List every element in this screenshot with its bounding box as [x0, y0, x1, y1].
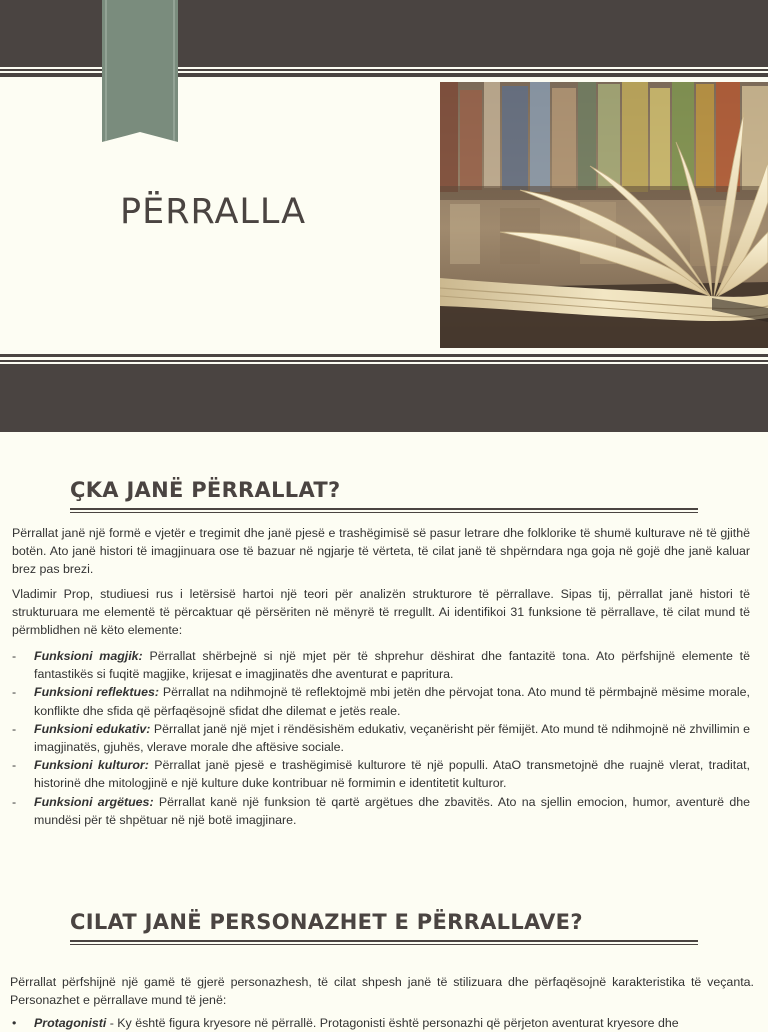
characters-paragraph: Përrallat përfshijnë një gamë të gjerë personazhesh, të cilat shpesh janë të stilizuara dhe përfaqësojnë karakteristika të veçanta. Personazhet e përrallave mund të jenë: — [10, 975, 754, 1008]
list-item-text: Përrallat shërbejnë si një mjet për të shprehur dëshirat dhe fantazitë tona. Ato përfshijnë elemente të fantastikës si fuqitë magjike, krijesat e imagjinatës dhe aventurat e papritura. — [34, 649, 750, 682]
heading-underline-top — [70, 508, 698, 510]
heading-underline-bottom — [70, 944, 698, 945]
list-item-term: Funksioni magjik: — [34, 649, 143, 663]
list-item-text: Përrallat kanë një funksion të qartë argëtues dhe zbavitës. Ato na sjellin emocion, humor, aventurë dhe mundësi për të shpëtuar në një botë imagjinare. — [34, 794, 750, 827]
list-item — [12, 756, 750, 792]
bullet-dash-icon: - — [12, 685, 17, 700]
bullet-dash-icon: - — [12, 794, 17, 809]
title-slide — [0, 0, 768, 432]
list-item-term: Protagonisti — [34, 1016, 107, 1030]
section-heading-what-are-fairy-tales: ÇKA JANË PËRRALLAT? — [70, 478, 341, 502]
list-item-text: Përrallat janë një mjet i rëndësishëm edukativ, veçanërisht për fëmijët. Ato mund të ndihmojnë në zhvillimin e imagjinatës, gjuhës, vlerave morale dhe aftësive sociale. — [34, 721, 750, 755]
heading-underline-top — [70, 940, 698, 942]
list-item-text: Përrallat janë pjesë e trashëgimisë kulturore të një populli. AtaO transmetojnë dhe ruajnë vlerat, traditat, historinë dhe mitologjinë e një kulture duke kontribuar në formimin e identitetit kulturor. — [34, 758, 750, 791]
slide-title: PËRRALLA — [120, 192, 307, 232]
list-item — [12, 647, 750, 683]
document-page — [0, 432, 768, 1030]
list-item — [12, 1014, 750, 1032]
bottom-band — [0, 364, 768, 432]
bullet-dash-icon: - — [12, 758, 17, 773]
propp-paragraph: Vladimir Prop, studiuesi rus i letërsisë hartoi një teori për analizën strukturore të përrallave. Sipas tij, përrallat janë histori të strukturuara me elementë të përcaktuar që përsëriten në mënyrë të rregullt. Ai identifikoi 31 funksione të përrallave, të cilat mund të përmblidhen në këto elemente: — [12, 587, 750, 638]
intro-paragraph: Përrallat janë një formë e vjetër e tregimit dhe janë pjesë e trashëgimisë së pasur letrare dhe folklorike të shumë kulturave në të gjithë botën. Ato janë histori të imagjinuara ose të bazuar në ngjarje të vërteta, të cilat janë të shpërndara nga goja në gojë dhe janë kaluar brez pas brezi. — [12, 526, 750, 577]
list-item-text: Përrallat na ndihmojnë të reflektojmë mbi jetën dhe përvojat tona. Ato mund të përmbajnë mësime morale, konflikte dhe sfida që përfaqësojnë sfidat dhe dilemat e jetës reale. — [34, 685, 750, 718]
open-book-image — [440, 82, 768, 348]
bottom-rule-thick — [0, 354, 768, 357]
list-item — [12, 793, 750, 829]
list-item-term: Funksioni kulturor: — [34, 758, 149, 773]
bullet-dash-icon: - — [12, 721, 17, 736]
list-item-term: Funksioni edukativ: — [34, 721, 151, 736]
list-item — [12, 720, 750, 756]
section-heading-characters: CILAT JANË PERSONAZHET E PËRRALLAVE? — [70, 910, 583, 934]
bullet-dash-icon: - — [12, 649, 17, 663]
list-item-term: Funksioni reflektues: — [34, 685, 160, 700]
characters-list — [12, 1014, 750, 1032]
list-item — [12, 683, 750, 719]
bottom-rule-thin — [0, 360, 768, 362]
bullet-dot-icon: • — [12, 1016, 17, 1030]
functions-list — [12, 647, 750, 829]
bookmark-ribbon — [102, 0, 178, 142]
list-item-term: Funksioni argëtues: — [34, 794, 154, 809]
heading-underline-bottom — [70, 512, 698, 513]
list-item-text: - Ky është figura kryesore në përrallë. Protagonisti është personazhi që përjeton aventurat kryesore dhe — [106, 1016, 679, 1030]
